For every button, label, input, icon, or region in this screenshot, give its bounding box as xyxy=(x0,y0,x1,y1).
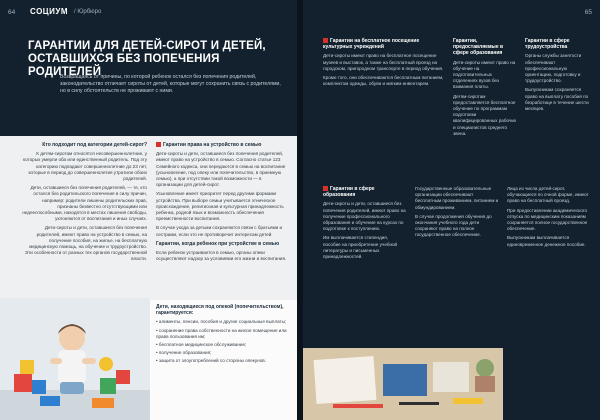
guarantees-box xyxy=(150,300,297,420)
r-col2-paragraph: Дети-сироты имеют право на обучение на подготовительных отделениях вузов без взимания платы. xyxy=(453,59,516,90)
r-bottom-right-paragraph: Выпускникам выплачивается единовременное денежное пособие. xyxy=(507,235,586,247)
r-bottom-right-paragraph: При предоставлении академического отпуска по медицинским показаниям сохраняется полное государственное обеспечение. xyxy=(507,207,588,232)
section-rubric: / Юрбюро xyxy=(74,9,102,15)
r-col3-heading: Гарантии в сфере трудоустройства xyxy=(525,38,570,51)
r-bottom-paragraph: Им выплачивается стипендия, пособие на приобретение учебной литературы и письменных принадлежностей. xyxy=(323,235,398,260)
col2b-heading: Гарантии, когда ребенок при устройстве в семью xyxy=(156,240,280,247)
list-item: • защита от злоупотреблений со стороны опекунов. xyxy=(156,358,266,364)
col2-paragraph: Усыновление имеет приоритет перед другими формами устройства. При выборе семьи учитывается этническое происхождение, религиозная и культурная принадлежность ребенка, родной язык и возможность обеспечения преемственности воспитания. xyxy=(156,191,284,222)
list-item: • алименты, пенсии, пособия и другие социальные выплаты; xyxy=(156,319,287,325)
r-bottom-paragraph: Дети-сироты и дети, оставшиеся без попечения родителей, имеют право на получение профессионального образования и обучение на курсах по подготовке к поступлению. xyxy=(323,201,406,232)
col1-heading: Кто подходит под категории детей-сирот? xyxy=(42,142,147,148)
r-bottom-heading xyxy=(323,186,407,198)
r-col3-paragraph: Органы службы занятости обеспечивают профессиональную ориентацию, подготовку и трудоустройство. xyxy=(525,53,582,84)
right-column-3 xyxy=(525,38,591,115)
section-name: СОЦИУМ xyxy=(30,7,69,16)
r-col1-paragraph: Дети-сироты имеют право на бесплатное посещение музеев и выставок, а также на бесплатный проезд на городском, пригородном транспорте в период обучения. xyxy=(323,53,444,71)
r-col2-heading: Гарантии, предоставляемые в сфере образования xyxy=(453,38,504,57)
col2-paragraph: Дети-сироты и дети, оставшиеся без попечения родителей, имеют право на устройство в семью. Согласно статье 123 Семейного кодекса, они передаются в семью на воспитание (усыновление, под опеку или попечительство, в приемную семью), а при отсутствии такой возможности — в организации для детей-сирот. xyxy=(156,151,286,188)
r-bottom-mid-paragraph: Государственные образовательные организации обеспечивают бесплатным проживанием, питанием и обмундированием. xyxy=(415,186,499,210)
r-bottom-right-paragraph: Лица из числа детей-сирот, обучающиеся по очной форме, имеют право на бесплатный проезд. xyxy=(507,186,589,204)
left-column-1 xyxy=(22,142,147,266)
desk-stationery-photo xyxy=(303,318,600,420)
col2b-paragraph: Если ребенок устраивается в семью, органы опеки осуществляют надзор за условиями его жизни и воспитания. xyxy=(156,250,287,262)
right-bottom-column-1 xyxy=(323,186,407,263)
r-col2-paragraph: Детям-сиротам предоставляется бесплатное обучение по программам подготовки квалифицированных рабочих и специалистов среднего звена. xyxy=(453,93,517,136)
r-bottom-heading-text: Гарантии в сфере образования xyxy=(323,186,375,199)
col2-paragraph: В случае ухода за детьми сохраняются связи с братьями и сестрами, если это не противоречит интересам детей. xyxy=(156,225,283,237)
left-page xyxy=(0,0,297,420)
red-marker-icon xyxy=(323,38,328,43)
r-bottom-mid-paragraph: В случае продолжения обучения до окончания учебного года дети сохраняют право на полное государственное обеспечение. xyxy=(415,213,492,238)
article-lead: Возвращаясь от причины, по которой ребенок остался без попечения родителей, законодательство отличает сироты от детей, которые могут сохранить связь с родителями, но в силу обстоятельств не проживают с ними. xyxy=(60,74,281,94)
left-page-number: 64 xyxy=(8,9,16,16)
right-running-header xyxy=(303,0,600,26)
r-col1-paragraph: Кроме того, они обеспечиваются бесплатным питанием, комплектом одежды, обуви и мягким инвентарем. xyxy=(323,75,444,87)
red-marker-icon xyxy=(323,186,328,191)
box-heading: Дети, находящиеся под опекой (попечительством), гарантируется: xyxy=(156,304,284,317)
child-with-toys-photo xyxy=(0,298,150,420)
article-title: ГАРАНТИИ ДЛЯ ДЕТЕЙ-СИРОТ И ДЕТЕЙ, ОСТАВШИХСЯ БЕЗ ПОПЕЧЕНИЯ РОДИТЕЛЕЙ xyxy=(28,40,266,78)
col1-paragraph: К детям-сиротам относятся несовершеннолетние, у которых умерли оба или единственный родитель. Под эту категорию подпадают совершеннолетние до 23 лет, которые в период до совершеннолетия утратили обоих родителей. xyxy=(23,151,147,182)
red-marker-icon xyxy=(156,142,161,147)
col1-paragraph: Дети, оставшиеся без попечения родителей, — те, кто остался без родительского попечения в силу причин, например: родители лишены родительских прав, признаны безвестно отсутствующими или недееспособными, находятся в местах лишения свободы, уклоняются от воспитания и иных случаях. xyxy=(22,185,147,222)
left-running-header xyxy=(0,0,297,26)
box-content xyxy=(156,304,292,367)
r-col1-heading-text: Гарантии на бесплатное посещение культурных учреждений xyxy=(323,38,420,51)
right-bottom-column-3 xyxy=(507,186,591,251)
col2-heading-text: Гарантии права на устройство в семью xyxy=(163,142,262,148)
right-page xyxy=(303,0,600,420)
right-column-1 xyxy=(323,38,445,90)
r-col1-heading xyxy=(323,38,445,50)
list-item: • сохранение права собственности на жилое помещение или права пользования им; xyxy=(156,327,287,339)
list-item: • бесплатное медицинское обслуживание; xyxy=(156,342,247,348)
box-list xyxy=(156,319,292,364)
right-page-number: 65 xyxy=(584,9,592,16)
r-col3-paragraph: Выпускникам сохраняется право на выплату пособия по безработице в течение шести месяцев. xyxy=(525,87,589,112)
right-column-2 xyxy=(453,38,517,140)
left-column-2 xyxy=(156,142,288,265)
col1-paragraph: Дети-сироты и дети, оставшиеся без попечения родителей, имеют право на устройство в семью, на получение пособия, на жилье, на бесплатную медицинскую помощь, на обучение и трудоустройство. Эти особенности от разных тех органов государственной власти. xyxy=(24,225,147,262)
right-bottom-column-2 xyxy=(415,186,499,242)
col2-heading xyxy=(156,142,288,148)
list-item: • получение образования; xyxy=(156,350,212,356)
